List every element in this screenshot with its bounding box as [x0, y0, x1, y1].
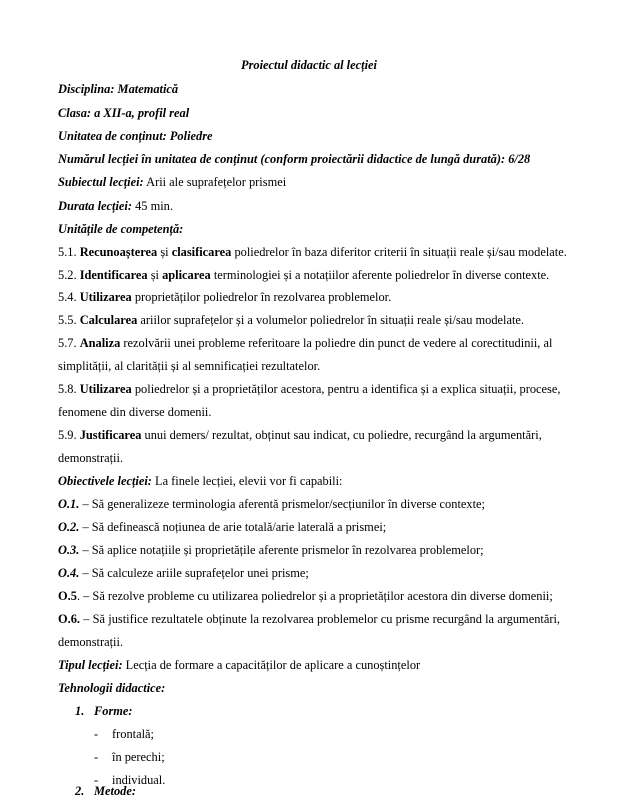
objective-item [58, 543, 484, 558]
competence-text: terminologiei și a notațiilor aferente poliedrelor în diverse contexte. [210, 268, 550, 282]
technologies-heading: Tehnologii didactice: [58, 681, 166, 695]
competence-item [58, 382, 560, 397]
list-dash: - [94, 727, 99, 741]
form-item: în perechi; [112, 750, 165, 764]
competence-item [58, 290, 391, 305]
competence-verb: Justificarea [79, 428, 142, 442]
document-title: Proiectul didactic al lecției [241, 58, 377, 72]
objectives-intro: La finele lecției, elevii vor fi capabili: [151, 474, 343, 488]
competence-text: rezolvării unei probleme referitoare la poliedre din punct de vedere al corectitudinii, al [120, 336, 553, 350]
list-dash: - [94, 750, 99, 764]
objective-text: . – Să rezolve probleme cu utilizarea poliedrelor și a proprietăților acestora din diverse domenii; [76, 589, 553, 603]
competence-number: 5.8. [58, 382, 80, 396]
competence-item [58, 313, 524, 328]
objective-item [58, 520, 386, 535]
methods-number: 2. [75, 784, 85, 798]
objective-text: – Să calculeze ariile suprafețelor unei prisme; [79, 566, 309, 580]
objectives-line [58, 474, 343, 489]
objective-text: – Să definească noțiunea de arie totală/arie laterală a prismei; [79, 520, 387, 534]
lesson-number-line: Numărul lecției în unitatea de conținut (conform proiectării didactice de lungă durată): 6/28 [58, 152, 531, 166]
competence-text: proprietăților poliedrelor în rezolvarea problemelor. [131, 290, 392, 304]
objective-code: O.5 [58, 589, 77, 603]
competence-number: 5.9. [58, 428, 80, 442]
competence-continuation: fenomene din diverse domenii. [58, 405, 212, 419]
forms-label: Forme: [94, 704, 133, 718]
competence-continuation: simplității, al clarității și al semnificației rezultatelor. [58, 359, 321, 373]
competence-number: 5.4. [58, 290, 80, 304]
lesson-type-line [58, 658, 420, 673]
competence-item [58, 428, 542, 443]
lesson-type-label: Tipul lecției: [58, 658, 123, 672]
subject-value: Arii ale suprafețelor prismei [143, 175, 287, 189]
competences-heading: Unitățile de competență: [58, 222, 184, 236]
competence-number: 5.7. [58, 336, 80, 350]
competence-verb: Utilizarea [79, 382, 132, 396]
duration-line [58, 199, 173, 214]
objective-code: O.6. [58, 612, 81, 626]
objectives-heading: Obiectivele lecției: [58, 474, 152, 488]
competence-verb: Utilizarea [79, 290, 132, 304]
objective-code: O.2. [58, 520, 80, 534]
objective-item [58, 589, 553, 604]
competence-item [58, 336, 552, 351]
competence-item [58, 268, 549, 283]
competence-verb: clasificarea [171, 245, 232, 259]
competence-number: 5.5. [58, 313, 80, 327]
methods-label: Metode: [94, 784, 136, 798]
competence-text: și [147, 268, 163, 282]
subject-label: Subiectul lecției: [58, 175, 144, 189]
competence-text: și [157, 245, 172, 259]
form-item: individual. [112, 773, 166, 787]
objective-item [58, 612, 560, 627]
objective-item [58, 566, 309, 581]
form-item: frontală; [112, 727, 154, 741]
lesson-type-value: Lecția de formare a capacităților de aplicare a cunoștințelor [122, 658, 421, 672]
objective-item [58, 497, 485, 512]
forms-number: 1. [75, 704, 85, 718]
competence-number: 5.1. [58, 245, 80, 259]
objective-code: O.4. [58, 566, 80, 580]
subject-line [58, 175, 286, 190]
competence-text: poliedrelor și a proprietăților acestora, pentru a identifica și a explica situații, procese, [131, 382, 561, 396]
competence-number: 5.2. [58, 268, 80, 282]
competence-item [58, 245, 567, 260]
competence-verb: Recunoașterea [79, 245, 158, 259]
objective-text: – Să justifice rezultatele obținute la rezolvarea problemelor cu prisme recurgând la argumentări, [80, 612, 560, 626]
competence-verb: Calcularea [79, 313, 138, 327]
competence-verb: Identificarea [79, 268, 148, 282]
unit-line: Unitatea de conținut: Poliedre [58, 129, 213, 143]
objective-code: O.1. [58, 497, 80, 511]
objective-code: O.3. [58, 543, 80, 557]
competence-text: ariilor suprafețelor și a volumelor poliedrelor în situații reale și/sau modelate. [137, 313, 525, 327]
duration-label: Durata lecției: [58, 199, 132, 213]
competence-continuation: demonstrații. [58, 451, 124, 465]
competence-text: poliedrelor în baza diferitor criterii în situații reale și/sau modelate. [231, 245, 567, 259]
competence-verb: Analiza [79, 336, 121, 350]
competence-verb: aplicarea [162, 268, 211, 282]
objective-continuation: demonstrații. [58, 635, 124, 649]
competence-text: unui demers/ rezultat, obținut sau indicat, cu poliedre, recurgând la argumentări, [141, 428, 542, 442]
discipline-line: Disciplina: Matematică [58, 82, 179, 96]
duration-value: 45 min. [132, 199, 173, 213]
class-line: Clasa: a XII-a, profil real [58, 106, 190, 120]
objective-text: – Să aplice notațiile și proprietățile aferente prismelor în rezolvarea problemelor; [79, 543, 484, 557]
list-dash: - [94, 773, 99, 787]
objective-text: – Să generalizeze terminologia aferentă prismelor/secțiunilor în diverse contexte; [79, 497, 485, 511]
